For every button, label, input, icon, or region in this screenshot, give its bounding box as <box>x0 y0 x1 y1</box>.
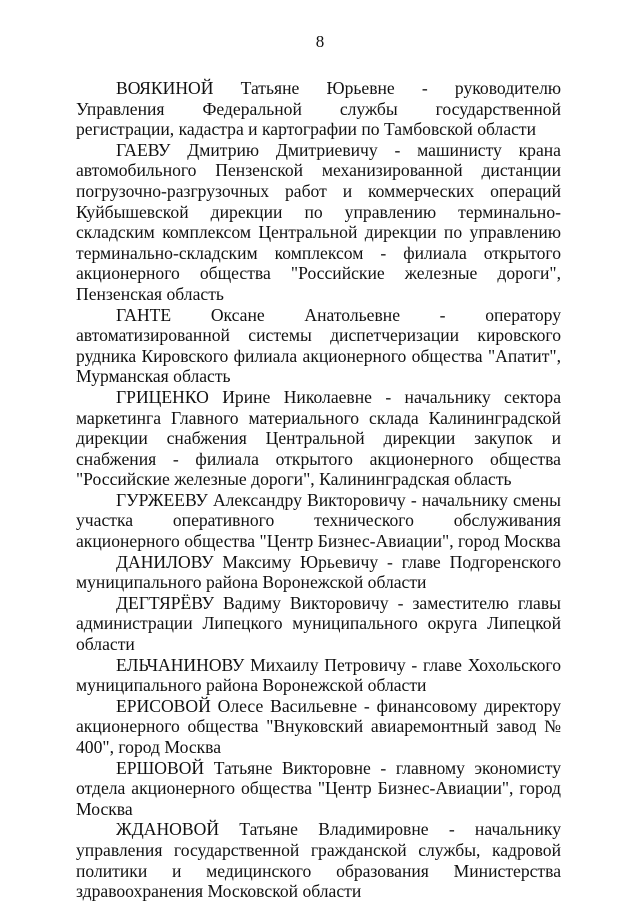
award-entry-elchaninov: ЕЛЬЧАНИНОВУ Михаилу Петровичу - главе Хохольского муниципального района Воронежской области <box>76 654 561 696</box>
award-entry-voyakina: ВОЯКИНОЙ Татьяне Юрьевне - руководителю Управления Федеральной службы государственной регистрации, кадастра и картографии по Тамбовской области <box>76 78 561 140</box>
award-entry-ershova: ЕРШОВОЙ Татьяне Викторовне - главному экономисту отдела акционерного общества "Центр Бизнес-Авиации", город Москва <box>76 757 561 819</box>
award-entry-gritsenko: ГРИЦЕНКО Ирине Николаевне - начальнику сектора маркетинга Главного материального склада Калининградской дирекции снабжения Центральной дирекции закупок и снабжения - филиала открытого акционерного общества "Российские железные дороги", Калининградская область <box>76 386 561 490</box>
award-entry-zhdanova: ЖДАНОВОЙ Татьяне Владимировне - начальнику управления государственной гражданской службы, кадровой политики и медицинского образования Министерства здравоохранения Московской области <box>76 819 561 902</box>
page-number: 8 <box>315 32 325 51</box>
award-entry-gante: ГАНТЕ Оксане Анатольевне - оператору автоматизированной системы диспетчеризации кировского рудника Кировского филиала акционерного общества "Апатит", Мурманская область <box>76 304 561 387</box>
award-entry-erisova: ЕРИСОВОЙ Олесе Васильевне - финансовому директору акционерного общества "Внуковский авиаремонтный завод № 400", город Москва <box>76 695 561 757</box>
award-entry-gaev: ГАЕВУ Дмитрию Дмитриевичу - машинисту крана автомобильного Пензенской механизированной дистанции погрузочно-разгрузочных работ и коммерческих операций Куйбышевской дирекции по управлению терминально-складским комплексом Центральной дирекции по управлению терминально-складским комплексом - филиала открытого акционерного общества "Российские железные дороги", Пензенская область <box>76 139 561 304</box>
award-entry-gurzheev: ГУРЖЕЕВУ Александру Викторовичу - начальнику смены участка оперативного технического обслуживания акционерного общества "Центр Бизнес-Авиации", город Москва <box>76 489 561 552</box>
document-body <box>76 78 561 902</box>
award-entry-danilov: ДАНИЛОВУ Максиму Юрьевичу - главе Подгоренского муниципального района Воронежской области <box>76 551 561 593</box>
award-entry-degtyarev: ДЕГТЯРЁВУ Вадиму Викторовичу - заместителю главы администрации Липецкого муниципального округа Липецкой области <box>76 592 561 655</box>
